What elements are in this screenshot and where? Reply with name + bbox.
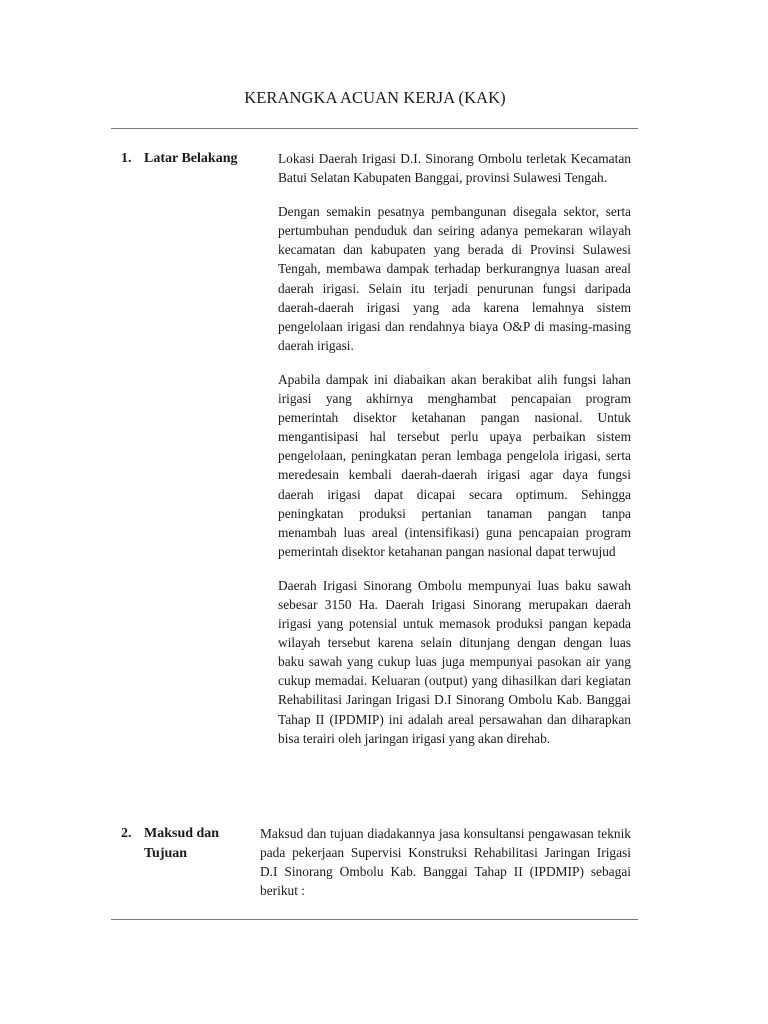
section-1-body bbox=[278, 149, 631, 763]
section-1-paragraph: Daerah Irigasi Sinorang Ombolu mempunyai luas baku sawah sebesar 3150 Ha. Daerah Irigasi Sinorang merupakan daerah irigasi yang potensial untuk memasok produksi pangan kepada wilayah tersebut karena selain ditunjang dengan dengan luas baku sawah yang cukup luas juga mempunyai pasokan air yang cukup memadai. Keluaran (output) yang dihasilkan dari kegiatan Rehabilitasi Jaringan Irigasi D.I Sinorang Ombolu Kab. Banggai Tahap II (IPDMIP) ini adalah areal persawahan dan diharapkan bisa terairi oleh jaringan irigasi yang akan direhab. bbox=[278, 577, 631, 746]
document-title: KERANGKA ACUAN KERJA (KAK) bbox=[244, 88, 506, 107]
section-1-heading: Latar Belakang bbox=[144, 151, 238, 166]
section-1-paragraph: Apabila dampak ini diabaikan akan berakibat alih fungsi lahan irigasi yang akhirnya menghambat pencapaian program pemerintah disektor ketahanan pangan nasional. Untuk mengantisipasi hal tersebut perlu upaya perbaikan sistem pengelolaan, peningkatan peran lembaga pengelola irigasi, serta meredesain kembali daerah-daerah irigasi agar daya fungsi daerah irigasi dapat dicapai secara optimum. Sehingga peningkatan produksi pertanian tanaman pangan tanpa menambah luas areal (intensifikasi) guna pencapaian program pemerintah disektor ketahanan pangan nasional dapat terwujud bbox=[278, 371, 631, 559]
section-1-paragraph: Dengan semakin pesatnya pembangunan disegala sektor, serta pertumbuhan penduduk dan seiring adanya pemekaran wilayah kecamatan dan kabupaten yang berada di Provinsi Sulawesi Tengah, membawa dampak terhadap berkurangnya luasan areal daerah irigasi. Selain itu terjadi penurunan fungsi daripada daerah-daerah irigasi yang ada karena lemahnya sistem pengelolaan irigasi dan rendahnya biaya O&P di masing-masing daerah irigasi. bbox=[278, 204, 631, 353]
section-1-paragraph: Lokasi Daerah Irigasi D.I. Sinorang Ombolu terletak Kecamatan Batui Selatan Kabupaten Banggai, provinsi Sulawesi Tengah. bbox=[278, 151, 631, 186]
section-2-heading-line1: Maksud dan bbox=[144, 826, 220, 841]
section-2-number: 2. bbox=[121, 826, 132, 841]
section-1-number: 1. bbox=[121, 151, 132, 166]
top-divider bbox=[111, 128, 638, 129]
bottom-divider bbox=[111, 919, 638, 920]
section-2-body bbox=[260, 824, 631, 900]
section-2-paragraph: Maksud dan tujuan diadakannya jasa konsultansi pengawasan teknik pada pekerjaan Supervisi Konstruksi Rehabilitasi Jaringan Irigasi D.I Sinorang Ombolu Kab. Banggai Tahap II (IPDMIP) sebagai berikut : bbox=[260, 826, 631, 899]
section-2-heading-line2: Tujuan bbox=[144, 846, 188, 861]
